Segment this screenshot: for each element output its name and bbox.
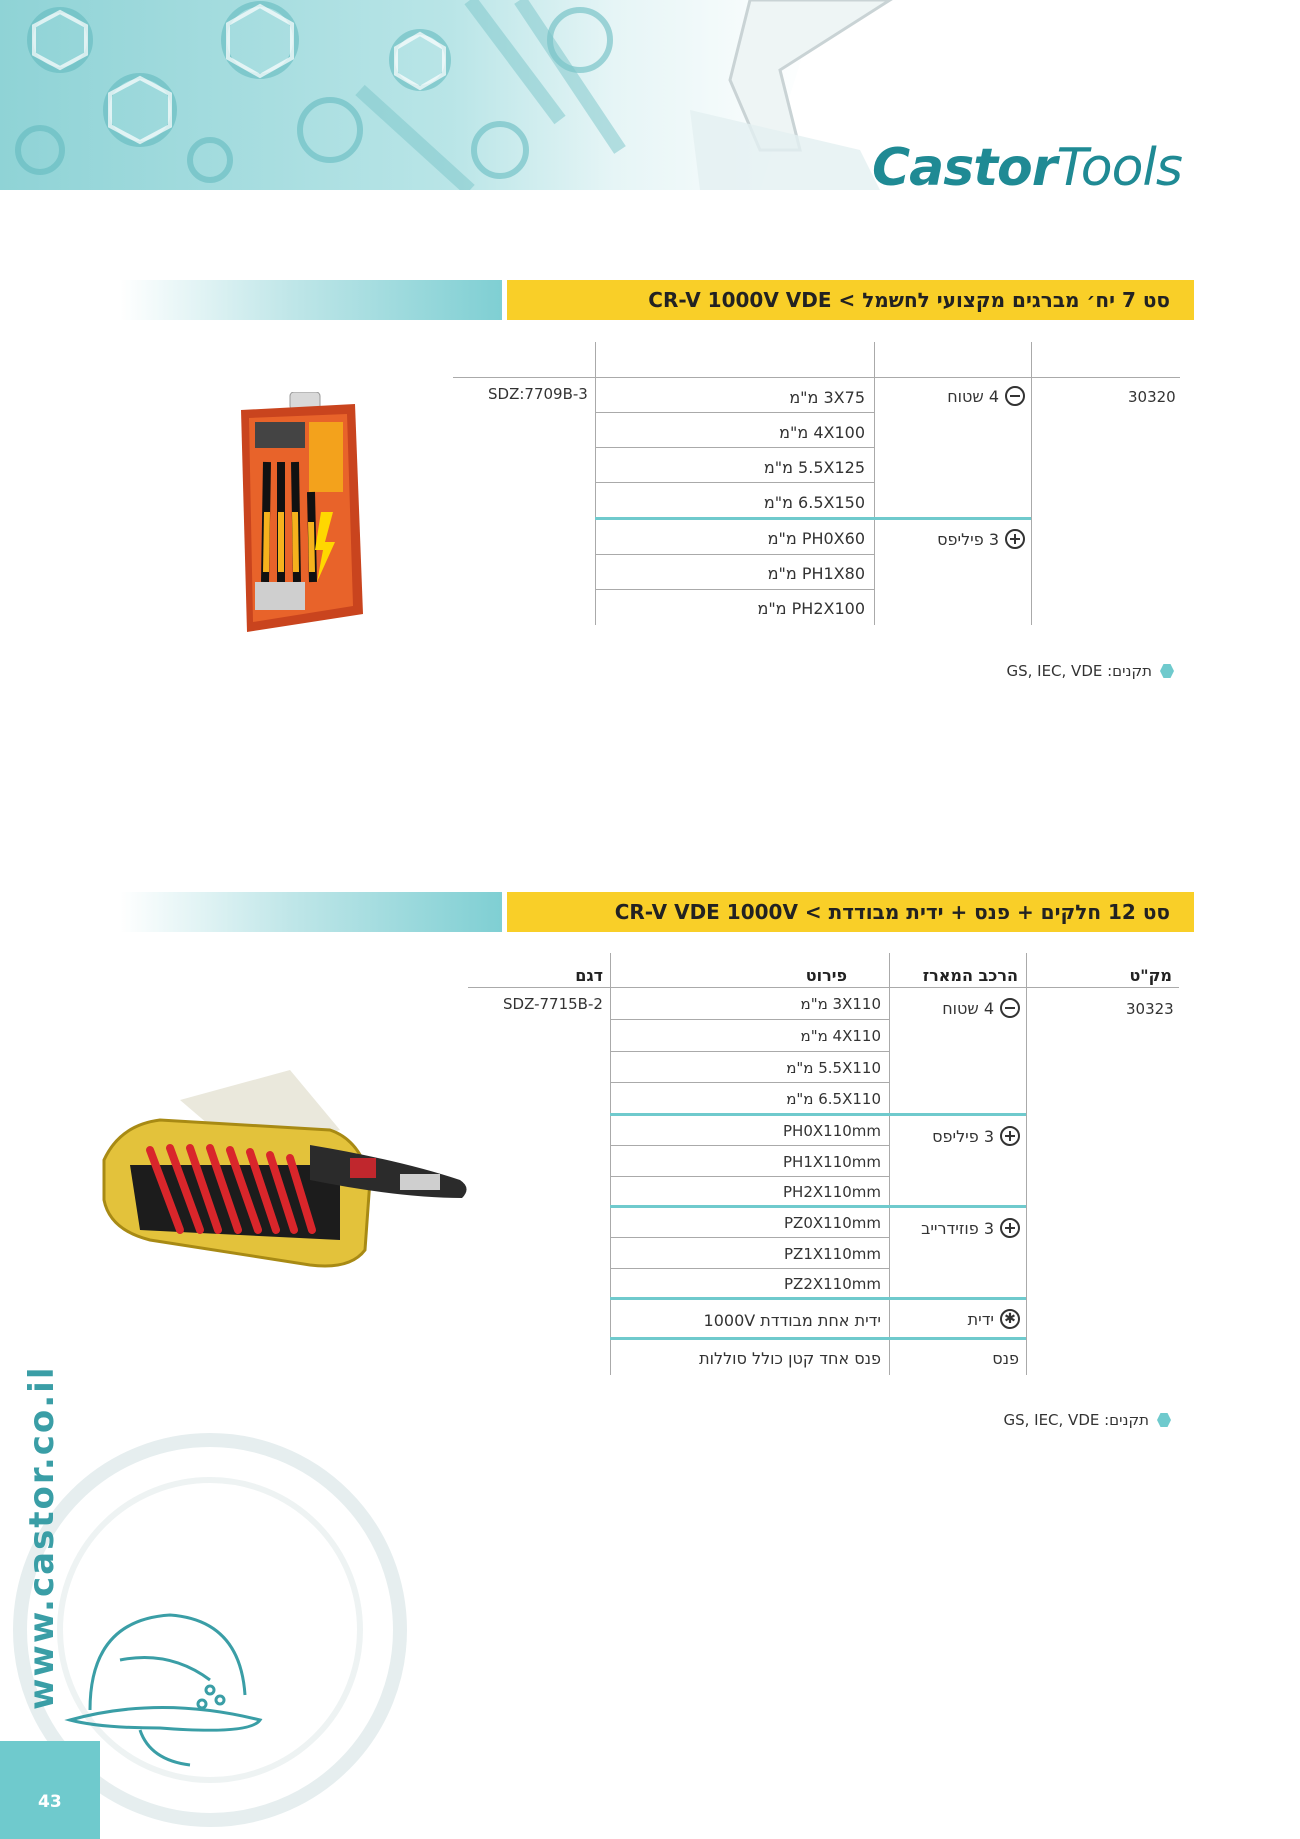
detail-row: פנס אחד קטן כולל סוללות <box>699 1349 881 1368</box>
detail-row: PH0X110mm <box>783 1122 881 1140</box>
detail-row: 3X75 מ"מ <box>789 388 865 407</box>
comp-phillips: 3 פיליפס <box>937 529 1025 549</box>
section-2-banner <box>120 892 1194 932</box>
comp-phillips: 3 פיליפס <box>932 1126 1020 1146</box>
page-number-box <box>0 1741 100 1839</box>
minus-circle-icon <box>1000 998 1020 1018</box>
detail-row: 3X110 מ"מ <box>800 995 881 1013</box>
header-sku: מק"ט <box>1129 966 1172 985</box>
standards-line: תקנים: GS, IEC, VDE <box>1003 1411 1171 1429</box>
detail-row: 5.5X110 מ"מ <box>786 1059 881 1077</box>
model-value: SDZ:7709B-3 <box>488 385 588 403</box>
detail-row: PZ0X110mm <box>784 1214 881 1232</box>
section-2-title: סט 12 חלקים + פנס + ידית מבודדת > CR-V VDE 1000V <box>614 900 1170 924</box>
plus-circle-icon <box>1000 1126 1020 1146</box>
detail-row: PH1X80 מ"מ <box>767 564 865 583</box>
screwdriver-set-7-image <box>235 392 365 632</box>
standards-line: תקנים: GS, IEC, VDE <box>1006 662 1174 680</box>
comp-flashlight: פנס <box>992 1349 1019 1368</box>
page-header <box>0 0 1300 190</box>
detail-row: 5.5X125 מ"מ <box>763 458 865 477</box>
screwdriver-set-12-image <box>100 1070 475 1270</box>
comp-flat: 4 שטוח <box>947 386 1025 406</box>
detail-row: 4X110 מ"מ <box>800 1027 881 1045</box>
detail-row: PH1X110mm <box>783 1153 881 1171</box>
model-value: SDZ-7715B-2 <box>503 995 603 1013</box>
header-details: פירוט <box>805 966 847 985</box>
detail-row: 4X100 מ"מ <box>779 423 865 442</box>
detail-row: 6.5X150 מ"מ <box>763 493 865 512</box>
header-composition: הרכב המארז <box>922 966 1018 985</box>
section-1-title: סט 7 יח׳ מברגים מקצועי לחשמל > CR-V 1000V VDE <box>648 288 1170 312</box>
detail-row: PH2X110mm <box>783 1183 881 1201</box>
comp-pozidriv: 3 פוזידרייב <box>921 1218 1020 1238</box>
plus-circle-icon <box>1005 529 1025 549</box>
detail-row: PH0X60 מ"מ <box>767 529 865 548</box>
page-number: 43 <box>38 1792 62 1812</box>
bullet-icon <box>1160 664 1174 678</box>
detail-row: PZ1X110mm <box>784 1245 881 1263</box>
sku-value: 30320 <box>1128 388 1176 406</box>
detail-row: 6.5X110 מ"מ <box>786 1090 881 1108</box>
header-model: דגם <box>575 966 603 985</box>
sku-value: 30323 <box>1126 1000 1174 1018</box>
section-1-banner <box>120 280 1194 320</box>
comp-flat: 4 שטוח <box>942 998 1020 1018</box>
brand-logo: CastorTools <box>872 138 1182 190</box>
detail-row: ידית אחת מבודדת 1000V <box>703 1311 881 1330</box>
website-url[interactable]: www.castor.co.il <box>22 1365 62 1710</box>
bullet-icon <box>1157 1413 1171 1427</box>
minus-circle-icon <box>1005 386 1025 406</box>
detail-row: PH2X100 מ"מ <box>757 599 865 618</box>
star-circle-icon: ✱ <box>1000 1309 1020 1329</box>
comp-handle: ✱ ידית <box>968 1309 1020 1329</box>
plus-circle-icon <box>1000 1218 1020 1238</box>
detail-row: PZ2X110mm <box>784 1275 881 1293</box>
